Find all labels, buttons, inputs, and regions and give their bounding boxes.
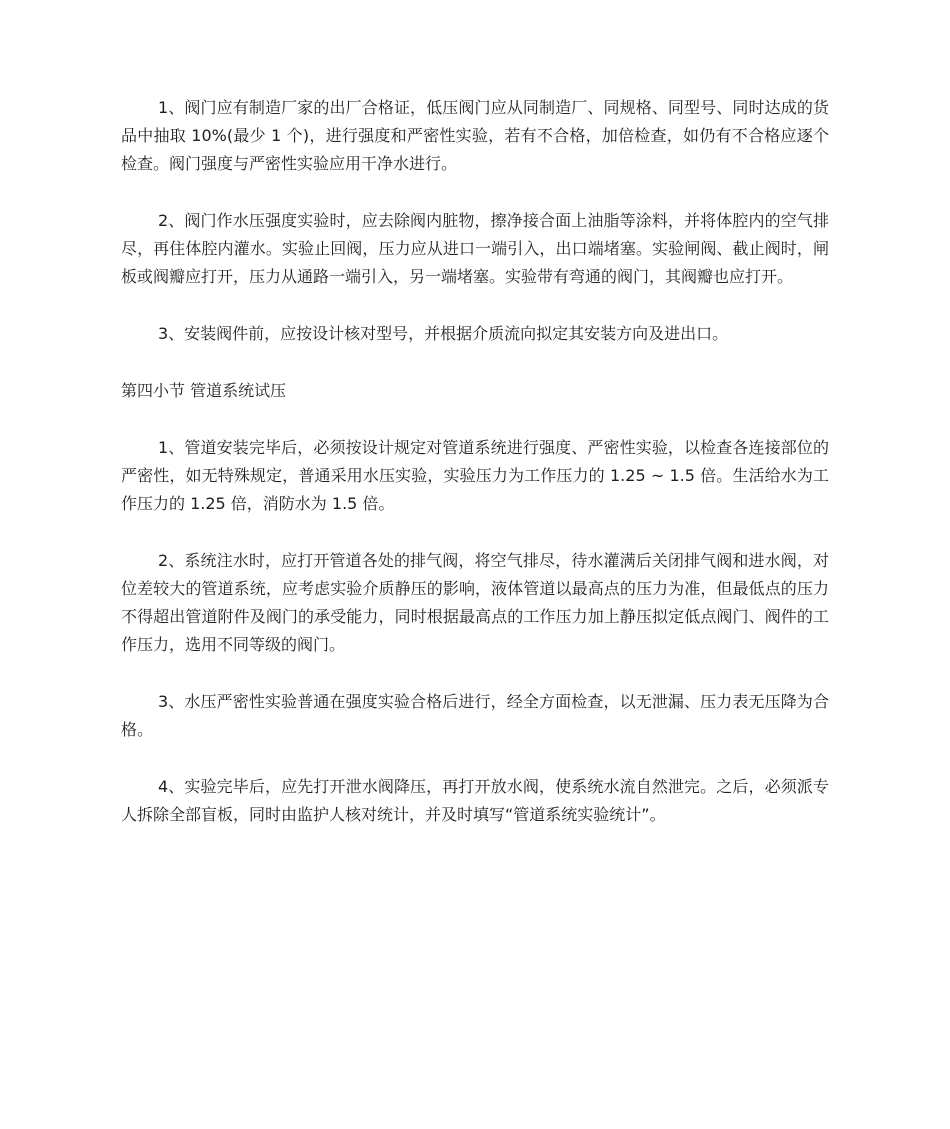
paragraph-valve-certificate: 1、阀门应有制造厂家的出厂合格证，低压阀门应从同制造厂、同规格、同型号、同时达成的货品中抽取 10%(最少 1 个)，进行强度和严密性实验，若有不合格，加倍检查，如仍有不合格应逐个检查。阀门强度与严密性实验应用干净水进行。: [121, 98, 829, 173]
paragraph-test-completion: 4、实验完毕后，应先打开泄水阀降压，再打开放水阀，使系统水流自然泄完。之后，必须派专人拆除全部盲板，同时由监护人核对统计，并及时填写“管道系统实验统计”。: [121, 777, 829, 824]
section-heading: 第四小节 管道系统试压: [121, 381, 287, 400]
paragraph-pipe-strength-test: 1、管道安装完毕后，必须按设计规定对管道系统进行强度、严密性实验，以检查各连接部位的严密性，如无特殊规定，普通采用水压实验，实验压力为工作压力的 1.25 ~ 1.5 倍。生活给水为工作压力的 1.25 倍，消防水为 1.5 倍。: [121, 438, 829, 513]
document-body: [121, 94, 829, 858]
paragraph-valve-hydro-test: 2、阀门作水压强度实验时，应去除阀内脏物，擦净接合面上油脂等涂料，并将体腔内的空气排尽，再住体腔内灌水。实验止回阀，压力应从进口一端引入，出口端堵塞。实验闸阀、截止阀时，闸板或阀瓣应打开，压力从通路一端引入，另一端堵塞。实验带有弯通的阀门，其阀瓣也应打开。: [121, 211, 829, 286]
paragraph-valve-install: 3、安装阀件前，应按设计核对型号，并根据介质流向拟定其安装方向及进出口。: [158, 324, 729, 343]
paragraph-system-filling: 2、系统注水时，应打开管道各处的排气阀，将空气排尽，待水灌满后关闭排气阀和进水阀，对位差较大的管道系统，应考虑实验介质静压的影响，液体管道以最高点的压力为准，但最低点的压力不得超出管道附件及阀门的承受能力，同时根据最高点的工作压力加上静压拟定低点阀门、阀件的工作压力，选用不同等级的阀门。: [121, 551, 829, 654]
paragraph-tightness-test: 3、水压严密性实验普通在强度实验合格后进行，经全方面检查，以无泄漏、压力表无压降为合格。: [121, 692, 829, 739]
